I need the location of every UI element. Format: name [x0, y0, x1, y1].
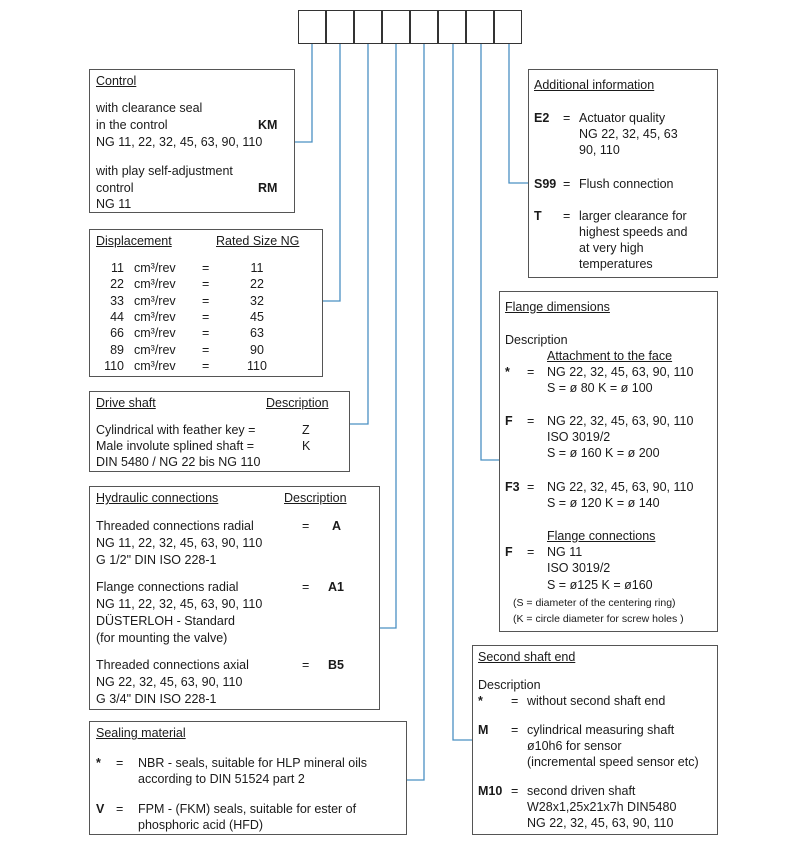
hydraulic-box	[89, 486, 380, 710]
hydraulic-axial-title: Threaded connections axial	[96, 658, 249, 672]
control-play-sizes: NG 11	[96, 197, 132, 211]
drive-shaft-line1: Cylindrical with feather key =	[96, 423, 256, 437]
displacement-ng-5: 63	[250, 326, 264, 341]
additional-t-line1: larger clearance for	[579, 209, 687, 223]
sealing-title: Sealing material	[96, 726, 186, 740]
control-clearance-sizes: NG 11, 22, 32, 45, 63, 90, 110	[96, 135, 263, 149]
displacement-eq-4: =	[202, 309, 210, 324]
hydraulic-flange-eq: =	[302, 580, 310, 594]
sealing-desc1-line1: NBR - seals, suitable for HLP mineral oils	[138, 756, 368, 770]
connector-hydraulic	[380, 44, 396, 628]
flange-f2-iso: ISO 3019/2	[547, 561, 611, 575]
additional-s99-code: S99	[534, 177, 557, 191]
flange-f2-sizes: NG 11	[547, 545, 583, 559]
second-shaft-m10-line3: NG 22, 32, 45, 63, 90, 110	[527, 816, 674, 830]
hydraulic-flange-sizes: NG 11, 22, 32, 45, 63, 90, 110	[96, 597, 263, 611]
flange-f-sizes: NG 22, 32, 45, 63, 90, 110	[547, 414, 694, 428]
sealing-desc2-line2: phosphoric acid (HFD)	[138, 818, 264, 832]
code-cell-7	[466, 10, 494, 44]
control-clearance-line1: with clearance seal	[96, 101, 203, 115]
hydraulic-radial-thread: G 1/2" DIN ISO 228-1	[96, 553, 217, 567]
displacement-unit-1: cm³/rev	[134, 261, 176, 275]
flange-f2-dims: S = ø125 K = ø160	[547, 578, 653, 592]
displacement-value-4: 44	[110, 309, 124, 324]
code-cell-3	[354, 10, 382, 44]
connector-control	[295, 44, 312, 142]
displacement-unit-6: cm³/rev	[134, 342, 176, 357]
hydraulic-radial-code: A	[332, 519, 342, 533]
displacement-title: Displacement	[96, 234, 172, 248]
additional-t-line3: at very high	[579, 241, 644, 255]
hydraulic-desc-title: Description	[284, 491, 347, 505]
second-shaft-m10-code: M10	[478, 784, 503, 798]
additional-t-line4: temperatures	[579, 257, 653, 271]
displacement-value-2: 22	[110, 277, 124, 292]
sealing-code1: *	[96, 756, 101, 770]
drive-shaft-box	[89, 391, 350, 472]
second-shaft-m-line2: ø10h6 for sensor	[527, 739, 622, 753]
connector-second-shaft	[453, 44, 472, 740]
hydraulic-radial-title: Threaded connections radial	[96, 519, 254, 533]
drive-shaft-code1: Z	[302, 423, 310, 437]
displacement-value-6: 89	[110, 342, 124, 357]
flange-f3-dims: S = ø 120 K = ø 140	[547, 496, 660, 510]
drive-shaft-line2: Male involute splined shaft =	[96, 439, 255, 453]
flange-star-eq: =	[527, 365, 535, 379]
hydraulic-radial-sizes: NG 11, 22, 32, 45, 63, 90, 110	[96, 536, 263, 550]
additional-title: Additional information	[534, 78, 655, 92]
sealing-eq2: =	[116, 802, 124, 816]
additional-s99-text: Flush connection	[579, 177, 674, 191]
hydraulic-flange-note: (for mounting the valve)	[96, 631, 228, 645]
hydraulic-title: Hydraulic connections	[96, 491, 219, 505]
sealing-eq1: =	[116, 756, 124, 770]
flange-f-dims: S = ø 160 K = ø 200	[547, 446, 660, 460]
flange-box	[499, 291, 718, 632]
displacement-ng-7: 110	[247, 358, 267, 373]
flange-f-code: F	[505, 414, 513, 428]
control-play-line2: control	[96, 181, 134, 195]
flange-f-iso: ISO 3019/2	[547, 430, 611, 444]
drive-shaft-code2: K	[302, 439, 311, 453]
displacement-value-5: 66	[110, 326, 124, 341]
displacement-ng-4: 45	[250, 309, 264, 324]
control-box	[89, 69, 295, 213]
flange-f-eq: =	[527, 414, 535, 428]
additional-e2-line3: 90, 110	[579, 143, 620, 157]
hydraulic-axial-eq: =	[302, 658, 310, 672]
second-shaft-m-code: M	[478, 723, 489, 737]
connector-additional	[509, 44, 528, 183]
displacement-unit-7: cm³/rev	[134, 358, 176, 373]
displacement-ng-2: 22	[250, 277, 264, 292]
displacement-ng-6: 90	[250, 342, 264, 357]
displacement-eq-6: =	[202, 342, 210, 357]
connector-drive-shaft	[350, 44, 368, 424]
code-cell-6	[438, 10, 466, 44]
code-cell-4	[382, 10, 410, 44]
additional-e2-code: E2	[534, 111, 550, 125]
flange-attach-title: Attachment to the face	[547, 349, 673, 363]
second-shaft-m-line1: cylindrical measuring shaft	[527, 723, 675, 737]
displacement-eq-3: =	[202, 293, 210, 308]
hydraulic-axial-thread: G 3/4" DIN ISO 228-1	[96, 692, 217, 706]
second-shaft-box	[472, 645, 718, 835]
displacement-unit-4: cm³/rev	[134, 309, 176, 324]
second-shaft-star-text: without second shaft end	[527, 694, 666, 708]
sealing-desc2-line1: FPM - (FKM) seals, suitable for ester of	[138, 802, 357, 816]
displacement-box	[89, 229, 323, 377]
displacement-eq-7: =	[202, 358, 210, 373]
flange-f2-eq: =	[527, 545, 535, 559]
flange-star-sizes: NG 22, 32, 45, 63, 90, 110	[547, 365, 694, 379]
displacement-eq-5: =	[202, 326, 210, 341]
drive-shaft-desc-title: Description	[266, 396, 329, 410]
flange-conn-title: Flange connections	[547, 529, 656, 543]
sealing-code2: V	[96, 802, 105, 816]
flange-f3-eq: =	[527, 480, 535, 494]
control-play-line1: with play self-adjustment	[96, 164, 233, 178]
flange-note-s: (S = diameter of the centering ring)	[513, 597, 676, 609]
displacement-eq-1: =	[202, 261, 210, 275]
displacement-value-1: 11	[111, 261, 124, 275]
displacement-ng-1: 11	[250, 261, 264, 275]
second-shaft-title: Second shaft end	[478, 650, 576, 664]
flange-star-dims: S = ø 80 K = ø 100	[547, 381, 653, 395]
flange-f3-code: F3	[505, 480, 520, 494]
additional-e2-eq: =	[563, 111, 571, 125]
connector-sealing	[407, 44, 424, 780]
additional-t-code: T	[534, 209, 542, 223]
flange-desc-title: Description	[505, 333, 568, 347]
displacement-unit-2: cm³/rev	[134, 277, 176, 292]
control-title: Control	[96, 74, 137, 88]
additional-s99-eq: =	[563, 177, 571, 191]
displacement-eq-2: =	[202, 277, 210, 292]
second-shaft-m10-line2: W28x1,25x21x7h DIN5480	[527, 800, 677, 814]
flange-title: Flange dimensions	[505, 300, 610, 314]
flange-note-k: (K = circle diameter for screw holes )	[513, 613, 684, 625]
additional-e2-line1: Actuator quality	[579, 111, 666, 125]
second-shaft-m10-eq: =	[511, 784, 519, 798]
second-shaft-m-line3: (incremental speed sensor etc)	[527, 755, 699, 769]
second-shaft-star-code: *	[478, 694, 483, 708]
displacement-unit-3: cm³/rev	[134, 293, 176, 308]
code-cell-2	[326, 10, 354, 44]
displacement-value-3: 33	[110, 293, 124, 308]
flange-f2-code: F	[505, 545, 513, 559]
displacement-rated-title: Rated Size NG	[216, 234, 300, 248]
hydraulic-flange-std: DÜSTERLOH - Standard	[96, 614, 235, 628]
hydraulic-flange-code: A1	[328, 580, 344, 594]
displacement-unit-5: cm³/rev	[134, 326, 176, 341]
additional-t-eq: =	[563, 209, 571, 223]
displacement-ng-3: 32	[250, 293, 264, 308]
additional-t-line2: highest speeds and	[579, 225, 688, 239]
additional-box	[528, 69, 718, 278]
second-shaft-star-eq: =	[511, 694, 519, 708]
second-shaft-desc-title: Description	[478, 678, 541, 692]
flange-f3-sizes: NG 22, 32, 45, 63, 90, 110	[547, 480, 694, 494]
second-shaft-m-eq: =	[511, 723, 519, 737]
control-play-code: RM	[258, 181, 278, 195]
second-shaft-m10-line1: second driven shaft	[527, 784, 636, 798]
connector-flange	[481, 44, 499, 460]
control-clearance-line2: in the control	[96, 118, 168, 132]
sealing-box	[89, 721, 407, 835]
code-cell-8	[494, 10, 522, 44]
drive-shaft-title: Drive shaft	[96, 396, 156, 410]
hydraulic-radial-eq: =	[302, 519, 310, 533]
displacement-value-7: 110	[104, 358, 124, 373]
hydraulic-axial-sizes: NG 22, 32, 45, 63, 90, 110	[96, 675, 243, 689]
hydraulic-axial-code: B5	[328, 658, 344, 672]
connector-displacement	[323, 44, 340, 301]
sealing-desc1-line2: according to DIN 51524 part 2	[138, 772, 305, 786]
code-cell-1	[298, 10, 326, 44]
control-clearance-code: KM	[258, 118, 278, 132]
additional-e2-line2: NG 22, 32, 45, 63	[579, 127, 678, 141]
code-cell-5	[410, 10, 438, 44]
drive-shaft-line3: DIN 5480 / NG 22 bis NG 110	[96, 455, 261, 469]
hydraulic-flange-title: Flange connections radial	[96, 580, 239, 594]
flange-star-code: *	[505, 365, 510, 379]
